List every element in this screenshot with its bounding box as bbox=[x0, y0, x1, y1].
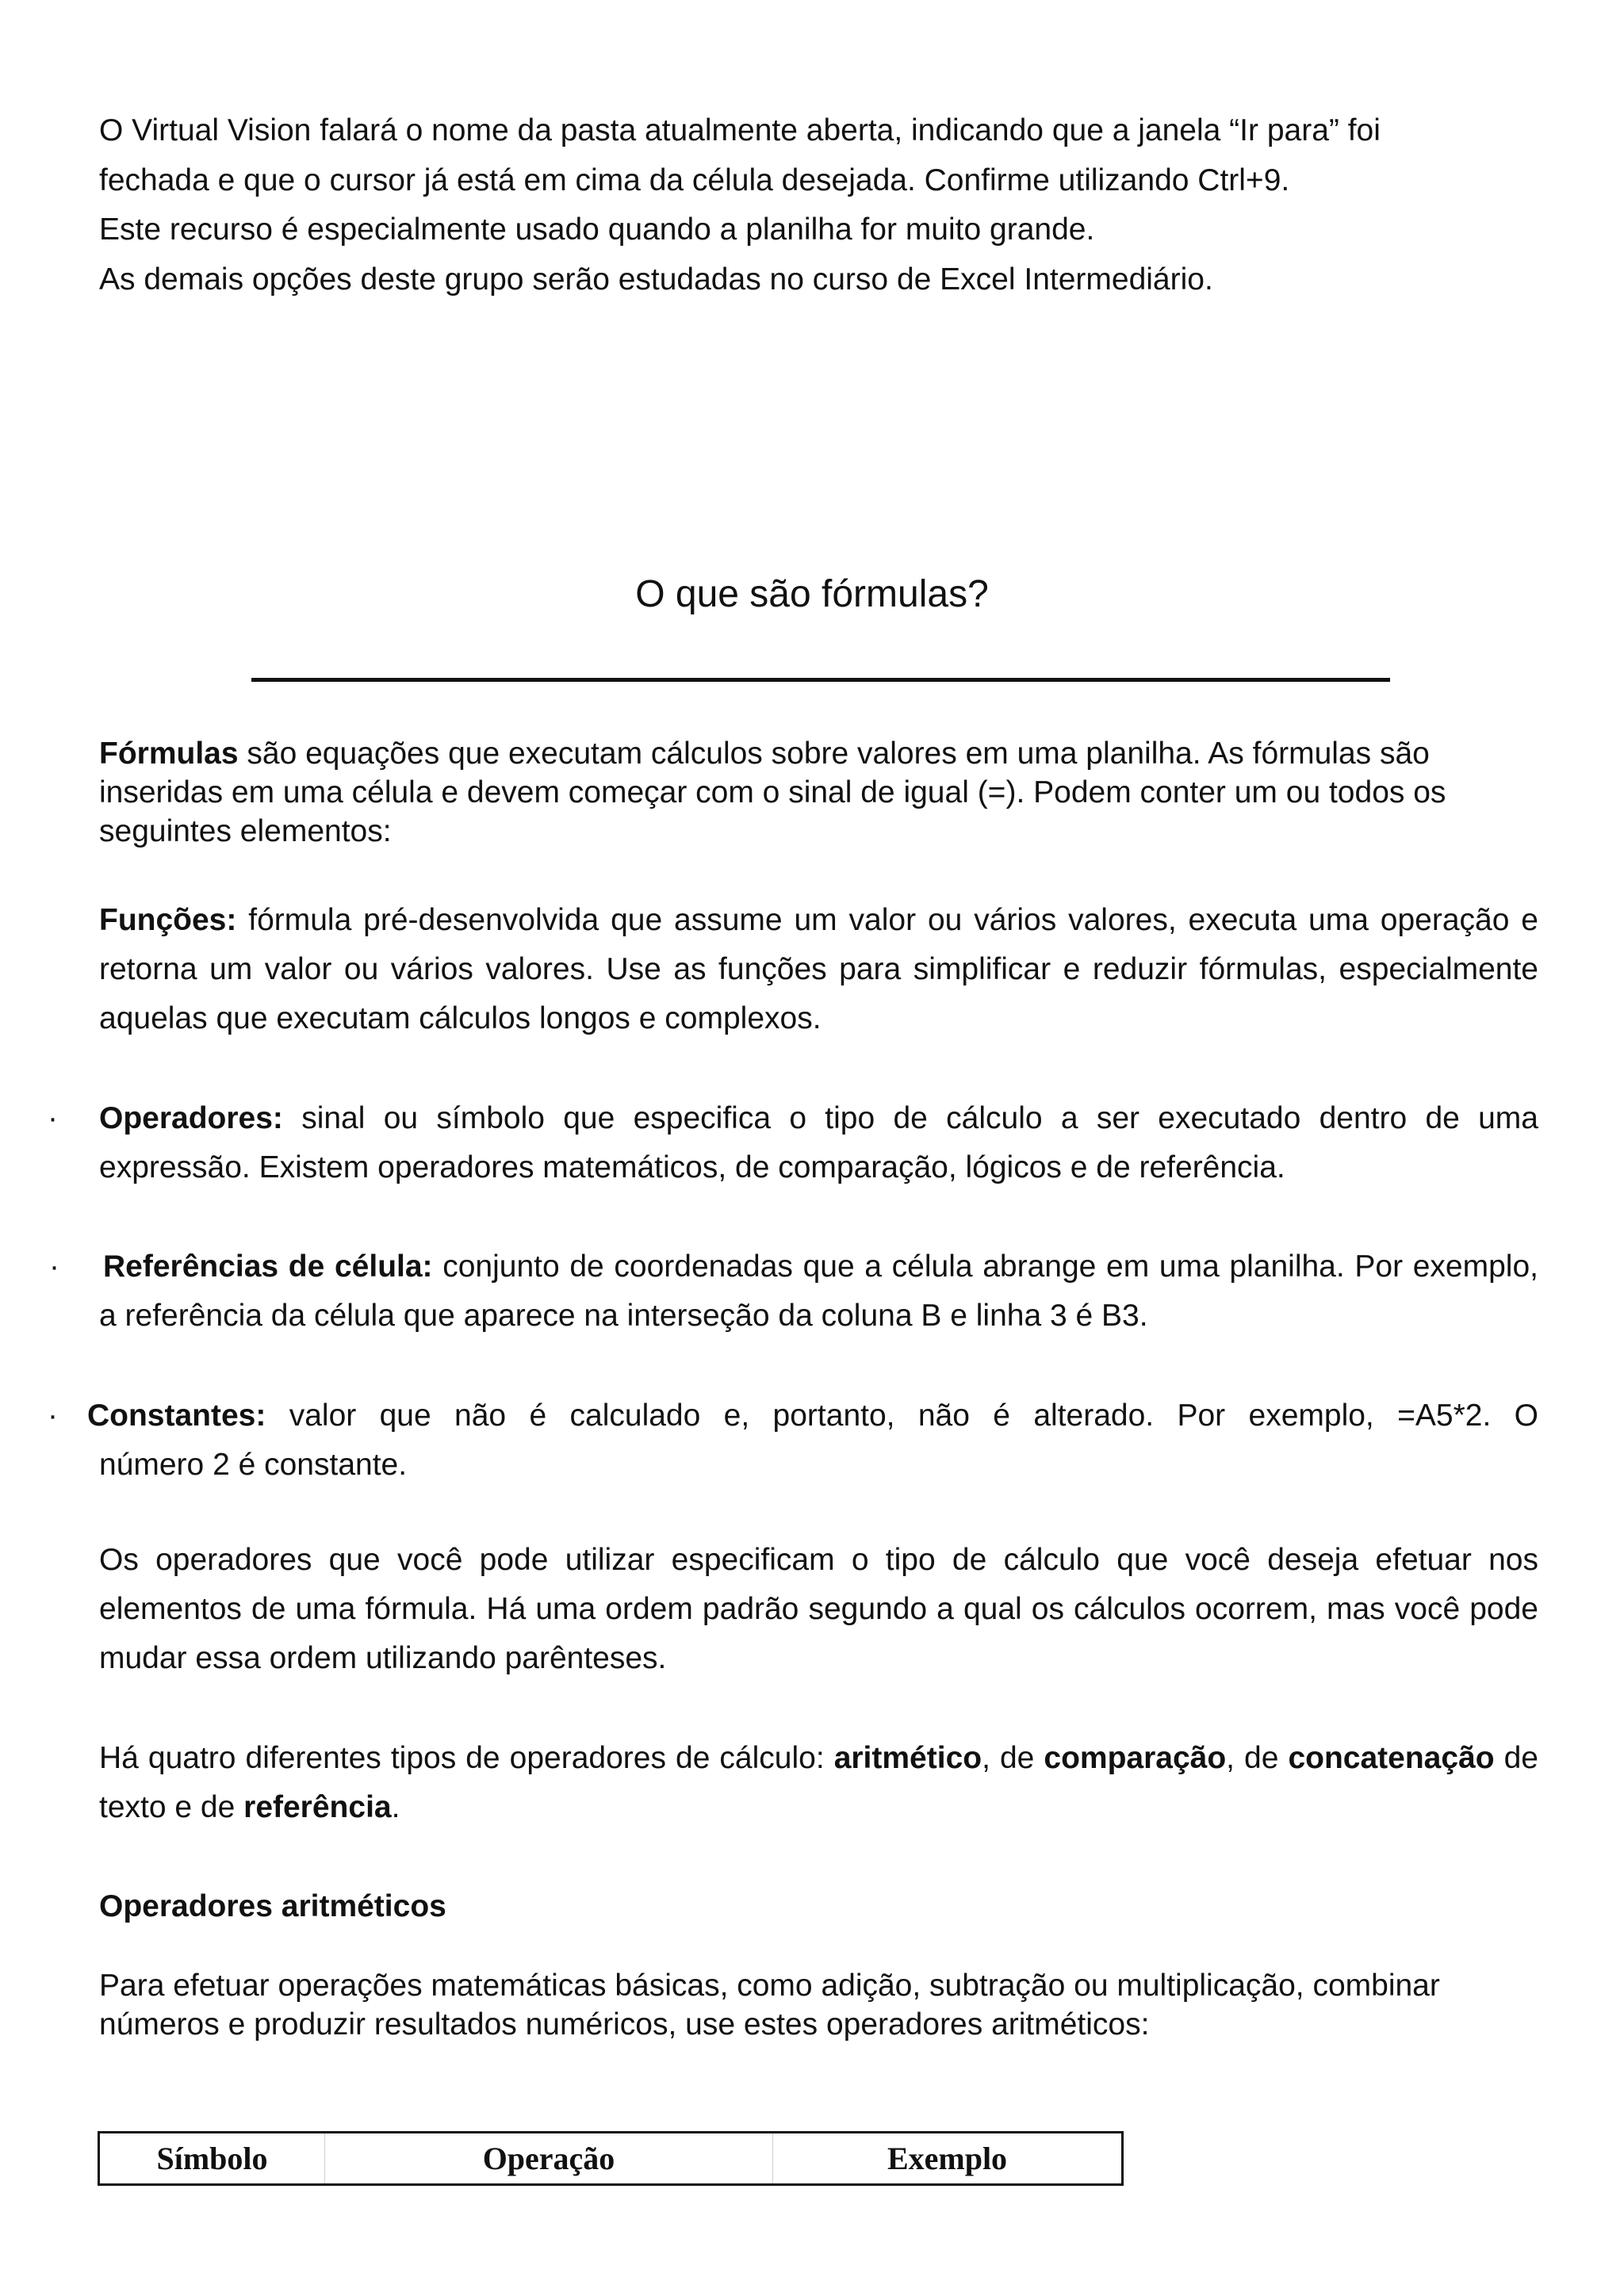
tipos-part-1: Há quatro diferentes tipos de operadores de cálculo: bbox=[99, 1741, 834, 1775]
constantes-text: valor que não é calculado e, portanto, não é alterado. Por exemplo, =A5*2. O bbox=[266, 1399, 1538, 1433]
aritmeticos-heading: Operadores aritméticos bbox=[99, 1889, 446, 1923]
table-header-exemplo: Exemplo bbox=[887, 2141, 1008, 2176]
intro-line-3: Este recurso é especialmente usado quando a planilha for muito grande. bbox=[99, 212, 1095, 247]
tipos-concatenacao: concatenação bbox=[1288, 1741, 1495, 1775]
formulas-paragraph bbox=[99, 734, 1538, 851]
referencias-text: conjunto de coordenadas que a célula abrange em uma planilha. Por exemplo, a referência da célula que aparece na interseção da coluna B e linha 3 é B3. bbox=[99, 1249, 1538, 1333]
referencias-paragraph bbox=[99, 1242, 1538, 1341]
intro-line-4: As demais opções deste grupo serão estudadas no curso de Excel Intermediário. bbox=[99, 262, 1213, 297]
constantes-line-1 bbox=[87, 1391, 1538, 1441]
funcoes-term: Funções: bbox=[99, 903, 237, 937]
operadores-paragraph bbox=[99, 1094, 1538, 1192]
heading-rule bbox=[251, 678, 1390, 682]
tipos-part-4: de texto e de bbox=[99, 1741, 1538, 1824]
formulas-text: são equações que executam cálculos sobre valores em uma planilha. As fórmulas são inseridas em uma célula e devem começar com o sinal de igual (=). Podem conter um ou todos os seguintes elementos: bbox=[99, 737, 1446, 848]
funcoes-paragraph bbox=[99, 896, 1538, 1043]
section-heading: O que são fórmulas? bbox=[635, 573, 989, 615]
bullet-constantes: · bbox=[48, 1399, 58, 1433]
tipos-part-2: , de bbox=[982, 1741, 1044, 1775]
operadores-term: Operadores: bbox=[99, 1101, 283, 1135]
tipos-part-3: , de bbox=[1226, 1741, 1289, 1775]
constantes-term: Constantes: bbox=[87, 1399, 266, 1433]
tipos-referencia: referência bbox=[243, 1790, 392, 1824]
intro-line-1: O Virtual Vision falará o nome da pasta atualmente aberta, indicando que a janela “Ir para” foi bbox=[99, 113, 1381, 147]
tipos-paragraph bbox=[99, 1734, 1538, 1832]
operators-table-header bbox=[98, 2131, 1124, 2186]
tipos-comparacao: comparação bbox=[1044, 1741, 1227, 1775]
table-header-operacao: Operação bbox=[325, 2133, 773, 2183]
table-header-simbolo: Símbolo bbox=[100, 2133, 325, 2183]
referencias-term: Referências de célula: bbox=[103, 1249, 433, 1284]
aritmeticos-paragraph: Para efetuar operações matemáticas básicas, como adição, subtração ou multiplicação, combinar números e produzir resultados numéricos, use estes operadores aritméticos: bbox=[99, 1969, 1440, 2042]
bullet-operadores: · bbox=[48, 1101, 58, 1135]
operadores-text: sinal ou símbolo que especifica o tipo de cálculo a ser executado dentro de uma expressão. Existem operadores matemáticos, de comparação, lógicos e de referência. bbox=[99, 1101, 1538, 1184]
formulas-term: Fórmulas bbox=[99, 737, 239, 771]
tipos-part-5: . bbox=[391, 1790, 400, 1824]
funcoes-text: fórmula pré-desenvolvida que assume um valor ou vários valores, executa uma operação e retorna um valor ou vários valores. Use as funções para simplificar e reduzir fórmulas, especialmente aquelas que executam cálculos longos e complexos. bbox=[99, 903, 1538, 1035]
constantes-line-2: número 2 é constante. bbox=[99, 1448, 408, 1482]
operadores-explanation: Os operadores que você pode utilizar especificam o tipo de cálculo que você deseja efetuar nos elementos de uma fórmula. Há uma ordem padrão segundo a qual os cálculos ocorrem, mas você pode mudar essa ordem utilizando parênteses. bbox=[99, 1543, 1538, 1675]
tipos-aritmetico: aritmético bbox=[833, 1741, 982, 1775]
bullet-referencias: · bbox=[49, 1249, 59, 1284]
intro-line-2: fechada e que o cursor já está em cima da célula desejada. Confirme utilizando Ctrl+9. bbox=[99, 163, 1290, 197]
